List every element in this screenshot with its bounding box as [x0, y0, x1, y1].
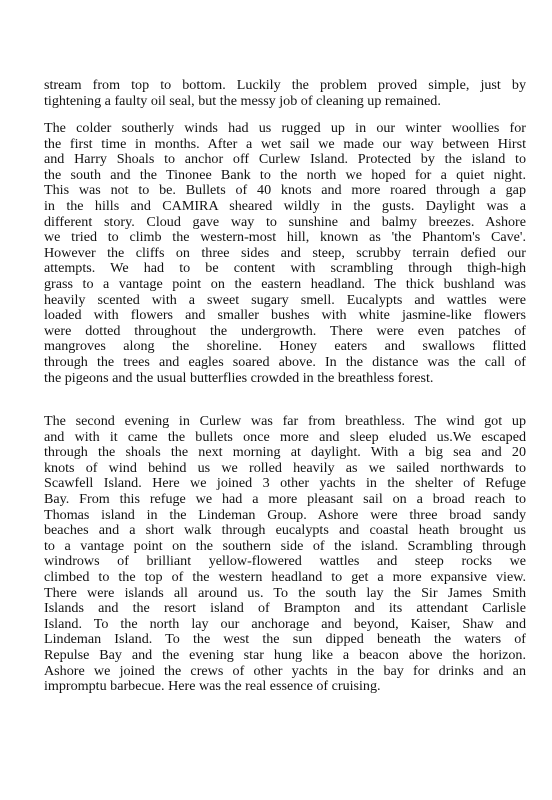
text-line: loaded with flowers and smaller bushes with white jasmine-like flowers: [44, 307, 526, 324]
text-line: Thomas island in the Lindeman Group. Ashore were three broad sandy: [44, 506, 526, 523]
text-line: This was not to be. Bullets of 40 knots and more roared through a gap: [44, 182, 526, 199]
text-line: Islands and the resort island of Brampton and its attendant Carlisle: [44, 600, 526, 617]
text-line: in the hills and CAMIRA sheared wildly in the gusts. Daylight was a: [44, 197, 526, 214]
text-line: There were islands all around us. To the south lay the Sir James Smith: [44, 584, 526, 601]
text-line: Island. To the north lay our anchorage and beyond, Kaiser, Shaw and: [44, 615, 526, 632]
text-line: stream from top to bottom. Luckily the problem proved simple, just by: [44, 77, 526, 93]
paragraph-second-evening: [44, 414, 526, 695]
text-line: grass to a vantage point on the eastern headland. The thick bushland was: [44, 275, 526, 292]
text-line: The second evening in Curlew was far from breathless. The wind got up: [44, 413, 526, 429]
text-line: heavily scented with a sweet sugary smell. Eucalypts and wattles were: [44, 291, 526, 308]
text-line: and with it came the bullets once more and sleep eluded us.We escaped: [44, 428, 526, 445]
text-line: The colder southerly winds had us rugged up in our winter woollies for: [44, 120, 526, 136]
text-line: the pigeons and the usual butterflies crowded in the breathless forest.: [44, 369, 434, 386]
text-line: knots of wind behind us we rolled heavily as we sailed northwards to: [44, 459, 526, 476]
text-line: attempts. We had to be content with scrambling through thigh-high: [44, 260, 526, 277]
text-line: the first time in months. After a wet sail we made our way between Hirst: [44, 135, 526, 152]
text-line: we tried to climb the western-most hill, known as 'the Phantom's Cave'.: [44, 229, 526, 246]
text-line: However the cliffs on three sides and steep, scrubby terrain defied our: [44, 244, 526, 261]
text-line: Bay. From this refuge we had a more pleasant sail on a broad reach to: [44, 490, 526, 507]
text-line: beaches and a short walk through eucalypts and coastal heath brought us: [44, 522, 526, 539]
text-line: through the trees and eagles soared above. In the distance was the call of: [44, 353, 526, 370]
text-line: through the shoals the next morning at daylight. With a big sea and 20: [44, 444, 526, 461]
text-line: to a vantage point on the southern side of the island. Scrambling through: [44, 537, 526, 554]
paragraph-curlew-island: [44, 121, 526, 386]
text-line: the south and the Tinonee Bank to the north we hoped for a quiet night.: [44, 166, 526, 183]
text-line: Lindeman Island. To the west the sun dipped beneath the waters of: [44, 631, 526, 648]
text-line: were dotted throughout the undergrowth. There were even patches of: [44, 322, 526, 339]
text-line: different story. Cloud gave way to sunshine and balmy breezes. Ashore: [44, 213, 526, 230]
text-line: tightening a faulty oil seal, but the messy job of cleaning up remained.: [44, 92, 441, 109]
text-line: climbed to the top of the western headland to get a more expansive view.: [44, 568, 526, 585]
text-line: Ashore we joined the crews of other yachts in the bay for drinks and an: [44, 662, 526, 679]
text-line: mangroves along the shoreline. Honey eaters and swallows flitted: [44, 338, 526, 355]
paragraph-continuation: [44, 78, 526, 109]
text-line: Repulse Bay and the evening star hung like a beacon above the horizon.: [44, 646, 526, 663]
text-line: Scawfell Island. Here we joined 3 other yachts in the shelter of Refuge: [44, 475, 526, 492]
text-line: windrows of brilliant yellow-flowered wattles and steep rocks we: [44, 553, 526, 570]
text-line: and Harry Shoals to anchor off Curlew Island. Protected by the island to: [44, 151, 526, 168]
text-line: impromptu barbecue. Here was the real essence of cruising.: [44, 678, 381, 695]
